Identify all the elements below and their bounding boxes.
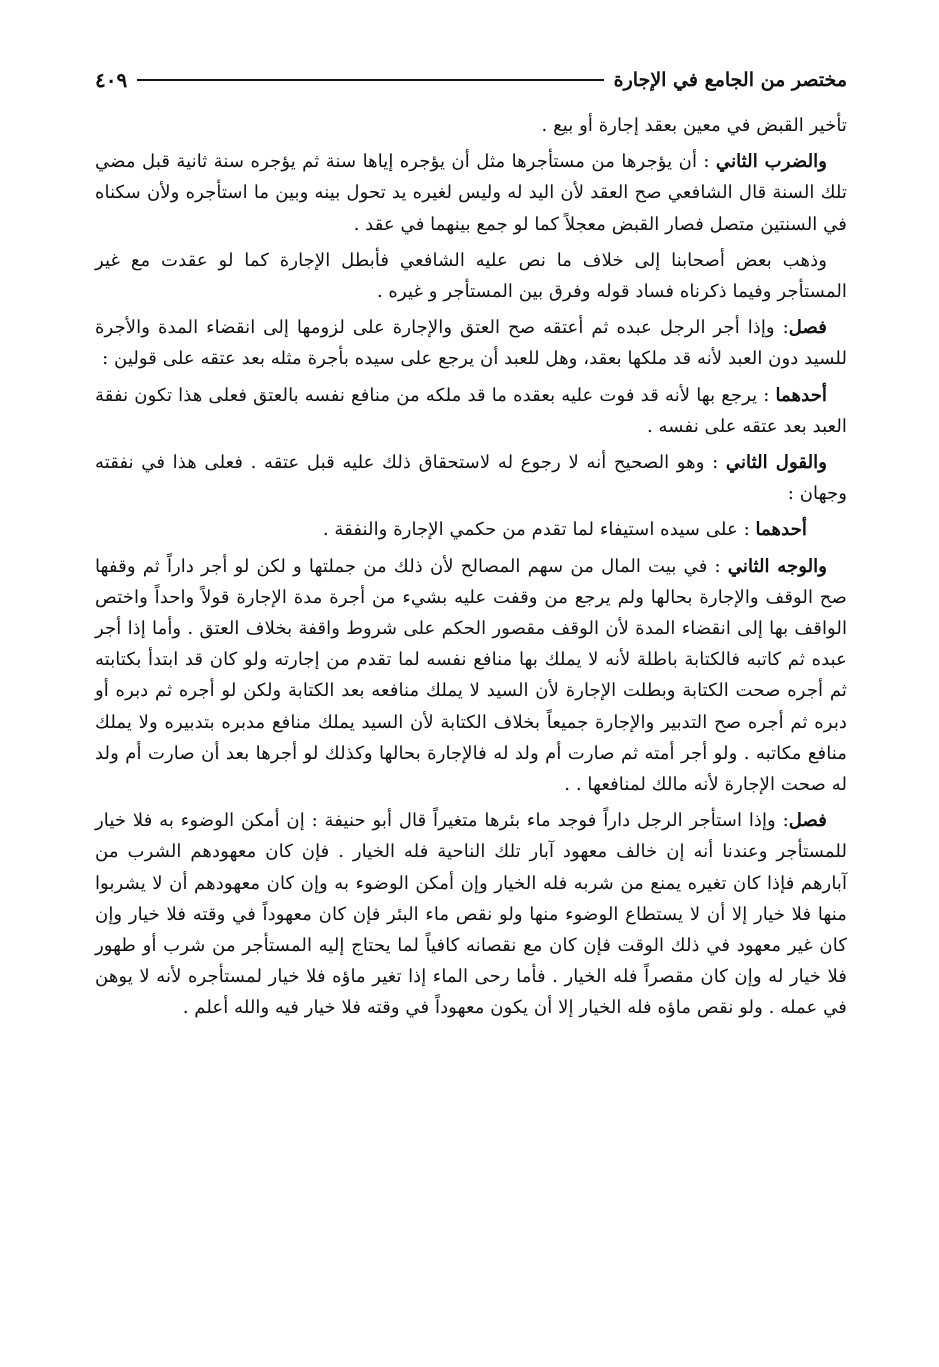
paragraph-lead: فصل bbox=[788, 810, 827, 832]
body-text bbox=[95, 110, 847, 1029]
paragraph-lead: أحدهما bbox=[775, 384, 827, 406]
paragraph bbox=[95, 447, 847, 509]
running-title: مختصر من الجامع في الإجارة bbox=[613, 69, 847, 91]
paragraph-text: : على سيده استيفاء لما تقدم من حكمي الإجارة والنفقة . bbox=[322, 519, 750, 541]
paragraph-text: : وهو الصحيح أنه لا رجوع له لاستحقاق ذلك عليه قبل عتقه . فعلى هذا في نفقته وجهان : bbox=[95, 452, 847, 505]
paragraph bbox=[95, 146, 847, 240]
paragraph-text: : وإذا استأجر الرجل داراً فوجد ماء بئرها متغيراً قال أبو حنيفة : إن أمكن الوضوء به فلا خيار للمستأجر وعندنا أنه إن خالف معهود آبار تلك الناحية فله الخيار . فإن كان معهودهم الشرب من آبارهم فإذا كان تغيره يمنع من شربه فله الخيار وإن أمكن الوضوء به وإن كان معهودهم أن لا يشربوا منها فلا خيار إلا أن لا يستطاع الوضوء منها ولو نقص ماء البئر فإن كان معهوداً في وقته فلا خيار وإن كان غير معهود في ذلك الوقت فإن كان مع نقصانه كافياً لما يحتاج إليه المستأجر من شرب أو طهور فلا خيار له وإن كان مقصراً فله الخيار . فأما رحى الماء إذا تغير ماؤه فلا خيار لمستأجره لأنه لا يوهن في عمله . ولو نقص ماؤه فله الخيار إلا أن يكون معهوداً في وقته فلا خيار فيه والله أعلم . bbox=[95, 810, 847, 1019]
paragraph bbox=[95, 110, 847, 141]
paragraph-text: تأخير القبض في معين بعقد إجارة أو بيع . bbox=[541, 115, 847, 136]
paragraph bbox=[95, 245, 847, 307]
paragraph bbox=[95, 805, 847, 1023]
header-rule bbox=[137, 79, 603, 81]
page-number: ٤٠٩ bbox=[95, 68, 128, 92]
paragraph-text: : أن يؤجرها من مستأجرها مثل أن يؤجره إياها سنة ثم يؤجره سنة ثانية قبل مضي تلك السنة قال الشافعي صح العقد لأن اليد له وليس لغيره يد تحول بينه وبين ما استأجره ولأن سكناه في السنتين متصل فصار القبض معجلاً كما لو جمع بينهما في عقد . bbox=[95, 151, 847, 235]
paragraph-lead: والقول الثاني bbox=[725, 452, 827, 474]
paragraph-lead: والضرب الثاني bbox=[715, 151, 827, 173]
paragraph bbox=[95, 514, 847, 545]
paragraph-text: : يرجع بها لأنه قد فوت عليه بعقده ما قد ملكه من منافع نفسه بالعتق فعلى هذا تكون نفقة العبد بعد عتقه على نفسه . bbox=[95, 384, 847, 437]
paragraph bbox=[95, 380, 847, 442]
paragraph-text: : وإذا أجر الرجل عبده ثم أعتقه صح العتق والإجارة على لزومها إلى انقضاء المدة والأجرة للسيد دون العبد لأنه قد ملكها بعقد، وهل للعبد أن يرجع على سيده بأجرة مثله بعد عتقه على قولين : bbox=[95, 317, 847, 370]
paragraph-lead: أحدهما bbox=[755, 519, 807, 541]
paragraph bbox=[95, 551, 847, 801]
paragraph-lead: فصل bbox=[788, 317, 827, 339]
paragraph-lead: والوجه الثاني bbox=[727, 555, 827, 577]
paragraph bbox=[95, 312, 847, 374]
paragraph-text: وذهب بعض أصحابنا إلى خلاف ما نص عليه الشافعي فأبطل الإجارة كما لو عقدت مع غير المستأجر وفيما ذكرناه فساد قوله وفرق بين المستأجر و غيره . bbox=[95, 249, 847, 303]
page-header bbox=[95, 60, 847, 100]
paragraph-text: : في بيت المال من سهم المصالح لأن ذلك من جملتها و لكن لو أجر داراً ثم وقفها صح الوقف والإجارة بحالها ولم يرجع من وقفت عليه بشيء من أجرة مدة الإجارة قولاً واحداً واختص الواقف بها إلى انقضاء المدة لأن الوقف مقصور الحكم على شروط واقفة بخلاف العتق . وأما إذا أجر عبده ثم كاتبه فالكتابة باطلة لأنه لا يملك بها منافع نفسه لما تقدم من إجارته ولو كان قد ابتدأ بكتابته ثم أجره صحت الكتابة وبطلت الإجارة لأن السيد لا يملك منافعه بعد الكتابة ولكن لو أجره ثم دبره أو دبره ثم أجره صح التدبير والإجارة جميعاً بخلاف الكتابة لأن السيد يملك منافع مدبره بتدبيره ولا يملك منافع مكاتبه . ولو أجر أمته ثم صارت أم ولد له فالإجارة بحالها وكذلك لو أجرها بعد أن صارت أم ولد له صحت الإجارة لأنه مالك لمنافعها . . bbox=[95, 555, 847, 796]
